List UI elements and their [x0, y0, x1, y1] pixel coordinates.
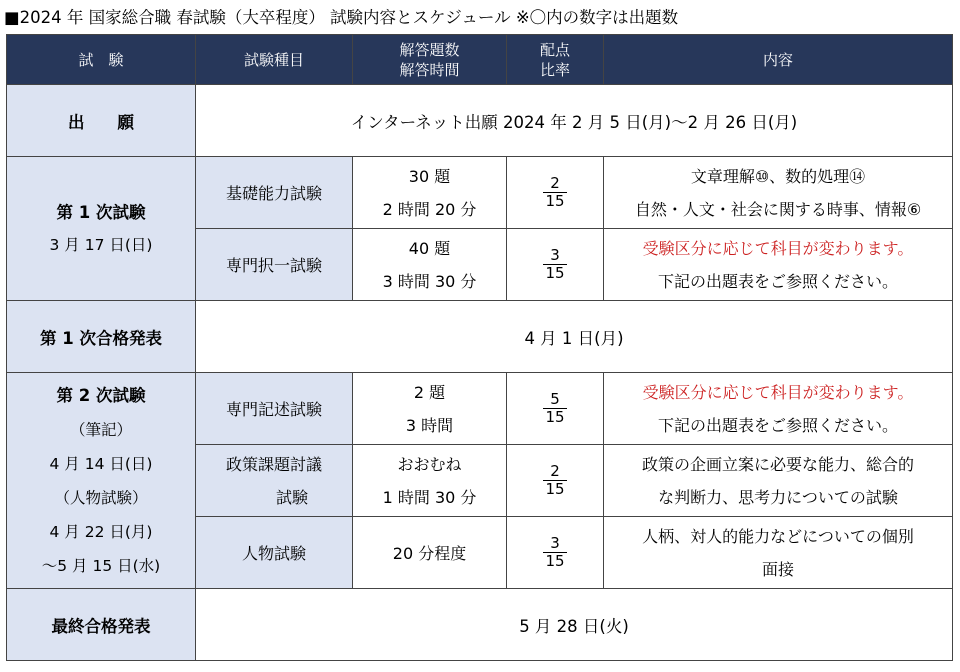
first-result-label: 第 1 次合格発表	[7, 301, 196, 373]
header-count-time	[353, 35, 507, 85]
second-exam-row-1	[7, 373, 953, 445]
header-points: 配点	[539, 40, 570, 59]
second-exam-label	[7, 373, 196, 589]
question-count: おおむね	[397, 454, 462, 474]
subject-line-2: 試験	[275, 487, 308, 507]
count-time	[353, 445, 507, 517]
question-count: 40 題	[408, 238, 451, 258]
second-exam-date-written: 4 月 14 日(日)	[49, 454, 153, 473]
weight-fraction	[507, 445, 604, 517]
final-result-label: 最終合格発表	[7, 589, 196, 661]
fraction-numerator: 2	[543, 175, 566, 193]
content-cell	[604, 157, 953, 229]
subject-specialized-choice: 専門択一試験	[196, 229, 353, 301]
question-count: 2 題	[413, 382, 446, 402]
fraction-denominator: 15	[545, 480, 565, 498]
content-line-2: 下記の出題表をご参照ください。	[657, 271, 898, 291]
first-result-date: 4 月 1 日(月)	[196, 301, 953, 373]
final-result-row	[7, 589, 953, 661]
count-time	[353, 373, 507, 445]
fraction-numerator: 5	[543, 391, 566, 409]
content-line-2: 面接	[761, 559, 794, 579]
count-time	[353, 157, 507, 229]
subject-specialized-essay: 専門記述試験	[196, 373, 353, 445]
subject-interview: 人物試験	[196, 517, 353, 589]
second-exam-title: 第 2 次試験	[56, 385, 146, 405]
weight-fraction	[507, 373, 604, 445]
content-line-2: な判断力、思考力についての試験	[658, 487, 898, 507]
header-subject: 試験種目	[196, 35, 353, 85]
final-result-date: 5 月 28 日(火)	[196, 589, 953, 661]
content-line-1: 受験区分に応じて科目が変わります。	[642, 382, 914, 402]
fraction-denominator: 15	[545, 552, 565, 570]
first-exam-date: 3 月 17 日(日)	[49, 235, 153, 254]
content-line-1: 人柄、対人的能力などについての個別	[642, 526, 914, 546]
application-period: インターネット出願 2024 年 2 月 5 日(月)～2 月 26 日(月)	[196, 85, 953, 157]
second-exam-note-interview: （人物試験）	[54, 488, 148, 507]
content-line-1: 政策の企画立案に必要な能力、総合的	[641, 454, 914, 474]
answer-time: 1 時間 30 分	[382, 487, 477, 507]
header-exam: 試 験	[7, 35, 196, 85]
schedule-table	[6, 34, 953, 661]
count-time	[353, 229, 507, 301]
header-count: 解答題数	[399, 40, 460, 59]
fraction-numerator: 3	[543, 247, 566, 265]
second-exam-note-written: （筆記）	[69, 420, 132, 439]
count-time	[353, 517, 507, 589]
header-time: 解答時間	[399, 60, 460, 79]
content-line-2: 下記の出題表をご参照ください。	[657, 415, 898, 435]
application-label: 出 願	[7, 85, 196, 157]
question-count: 30 題	[408, 166, 451, 186]
content-line-2: 自然・人文・社会に関する時事、情報⑥	[634, 199, 922, 219]
header-content: 内容	[604, 35, 953, 85]
content-cell	[604, 445, 953, 517]
first-result-row	[7, 301, 953, 373]
header-row	[7, 35, 953, 85]
header-ratio	[507, 35, 604, 85]
content-cell	[604, 229, 953, 301]
first-exam-row-1	[7, 157, 953, 229]
answer-time: 3 時間 30 分	[382, 271, 477, 291]
weight-fraction	[507, 157, 604, 229]
answer-time: 3 時間	[405, 415, 454, 435]
fraction-denominator: 15	[545, 408, 565, 426]
content-line-1: 受験区分に応じて科目が変わります。	[642, 238, 914, 258]
fraction-denominator: 15	[545, 192, 565, 210]
header-weight: 比率	[539, 60, 570, 79]
subject-policy-discussion	[196, 445, 353, 517]
application-row	[7, 85, 953, 157]
weight-fraction	[507, 229, 604, 301]
content-line-1: 文章理解⑩、数的処理⑭	[690, 166, 866, 186]
subject-basic-ability: 基礎能力試験	[196, 157, 353, 229]
answer-time: 2 時間 20 分	[382, 199, 477, 219]
fraction-numerator: 3	[543, 535, 566, 553]
first-exam-label	[7, 157, 196, 301]
subject-line-1: 政策課題討議	[225, 454, 322, 474]
content-cell	[604, 517, 953, 589]
second-exam-date-interview-end: ～5 月 15 日(水)	[41, 556, 161, 575]
question-count: 20 分程度	[392, 544, 467, 563]
fraction-denominator: 15	[545, 264, 565, 282]
first-exam-title: 第 1 次試験	[56, 202, 146, 222]
fraction-numerator: 2	[543, 463, 566, 481]
weight-fraction	[507, 517, 604, 589]
second-exam-date-interview-start: 4 月 22 日(月)	[49, 522, 153, 541]
content-cell	[604, 373, 953, 445]
page-title: ■2024 年 国家総合職 春試験（大卒程度） 試験内容とスケジュール ※〇内の数字は出題数	[4, 8, 679, 27]
